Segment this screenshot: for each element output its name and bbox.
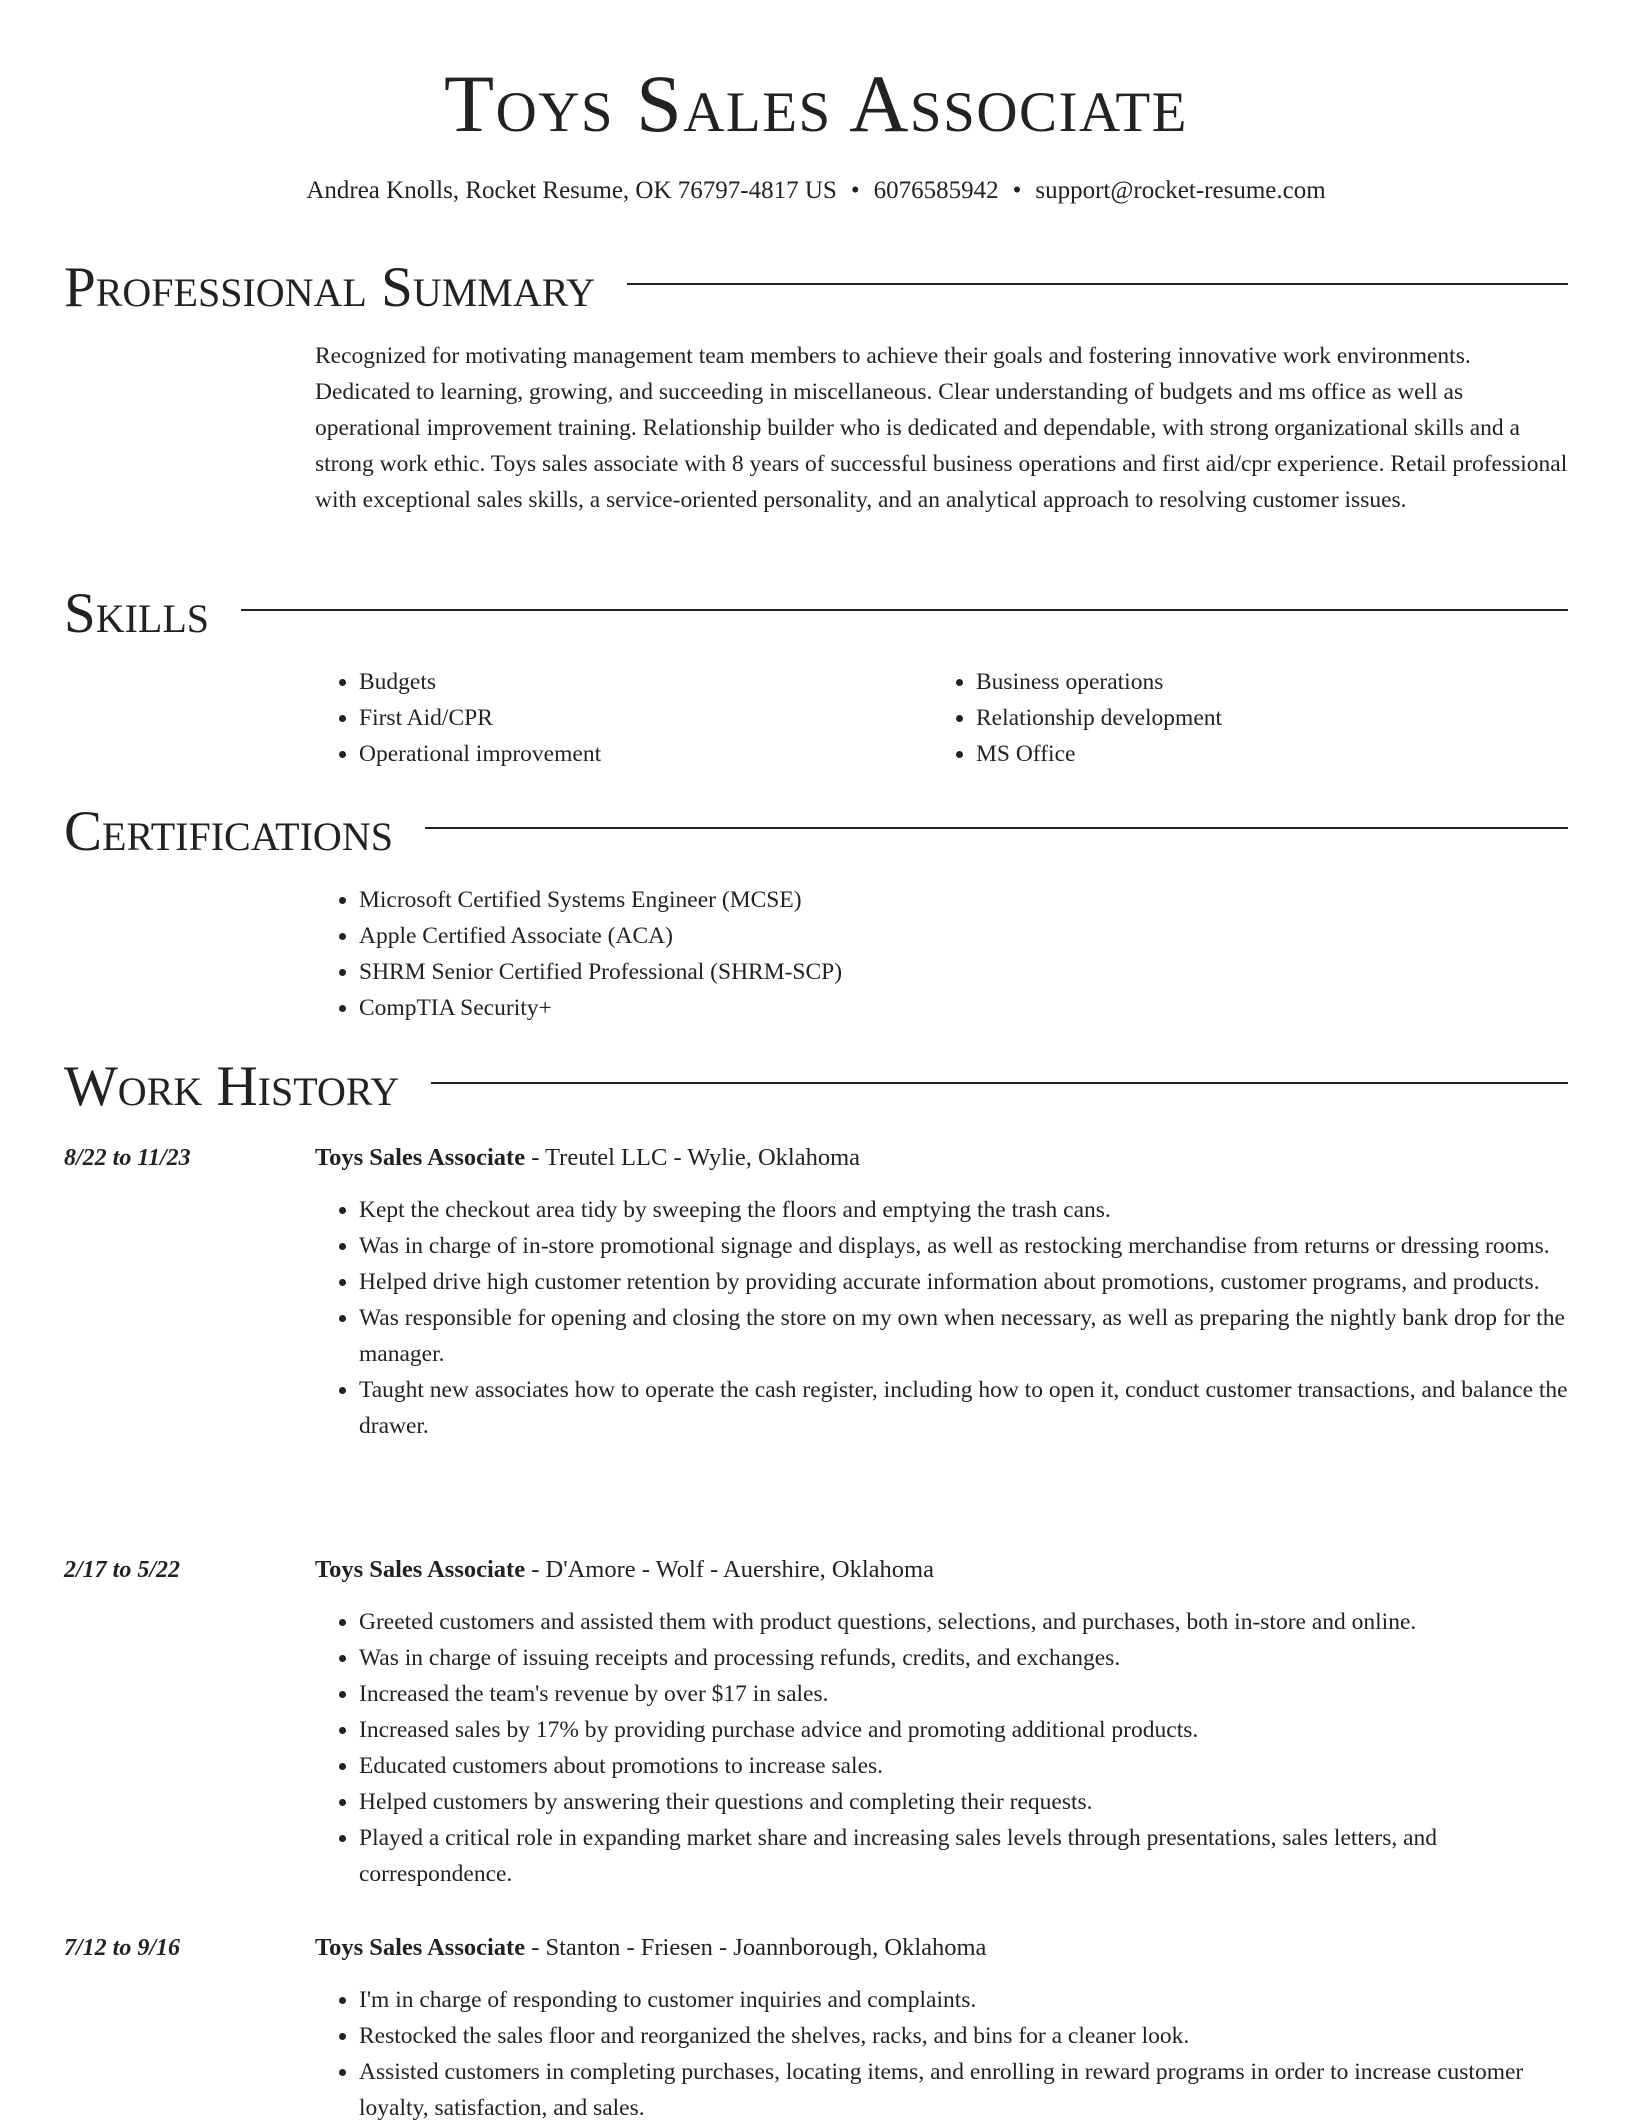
- section-title-summary: Professional Summary: [64, 256, 596, 319]
- job-title: Toys Sales Associate: [315, 1144, 526, 1171]
- section-title-certifications: Certifications: [64, 800, 393, 863]
- contact-phone: 6076585942: [873, 177, 999, 204]
- job-bullet: • Played a critical role in expanding market share and increasing sales levels through presentations, sales letters, and correspondence.: [359, 1820, 1568, 1892]
- section-divider: [425, 827, 1568, 829]
- job-company: - Stanton - Friesen - Joannborough, Oklahoma: [525, 1934, 987, 1961]
- job-bullet: • Kept the checkout area tidy by sweeping the floors and emptying the trash cans.: [359, 1192, 1568, 1228]
- job-dates: 2/17 to 5/22: [64, 1557, 181, 1583]
- skills-list: [315, 664, 1568, 772]
- job-dates: 7/12 to 9/16: [64, 1935, 181, 1961]
- job-bullets: [315, 1982, 1568, 2126]
- section-header-certifications: [64, 800, 1568, 864]
- certification-item: • Apple Certified Associate (ACA): [359, 918, 1568, 954]
- section-header-work-history: [64, 1055, 1568, 1119]
- job-bullet: • Increased sales by 17% by providing purchase advice and promoting additional products.: [359, 1712, 1568, 1748]
- contact-separator: •: [850, 177, 860, 204]
- skill-item: • Business operations: [976, 664, 1549, 700]
- section-header-skills: [64, 582, 1568, 646]
- resume-title: Toys Sales Associate: [444, 58, 1188, 149]
- certifications-list: [315, 882, 1568, 1026]
- certification-item: • SHRM Senior Certified Professional (SHRM-SCP): [359, 954, 1568, 990]
- skills-column-left: [315, 664, 932, 772]
- job-bullet: • Was in charge of in-store promotional signage and displays, as well as restocking merchandise from returns or dressing rooms.: [359, 1228, 1568, 1264]
- job-bullet: • Was in charge of issuing receipts and processing refunds, credits, and exchanges.: [359, 1640, 1568, 1676]
- job-bullet: • I'm in charge of responding to customer inquiries and complaints.: [359, 1982, 1568, 2018]
- job-bullet: • Restocked the sales floor and reorganized the shelves, racks, and bins for a cleaner look.: [359, 2018, 1568, 2054]
- job-title-line: [315, 1140, 860, 1176]
- section-divider: [431, 1082, 1568, 1084]
- job-bullets: [315, 1192, 1568, 1444]
- job-bullet: • Helped drive high customer retention by providing accurate information about promotions, customer programs, and products.: [359, 1264, 1568, 1300]
- certification-item: • Microsoft Certified Systems Engineer (MCSE): [359, 882, 1568, 918]
- section-title-skills: Skills: [64, 582, 210, 645]
- job-company: - Treutel LLC - Wylie, Oklahoma: [525, 1144, 860, 1171]
- skill-item: • Budgets: [359, 664, 932, 700]
- section-header-summary: [64, 256, 1568, 320]
- skill-item: • MS Office: [976, 736, 1549, 772]
- job-bullet: • Was responsible for opening and closing the store on my own when necessary, as well as preparing the nightly bank drop for the manager.: [359, 1300, 1568, 1372]
- professional-summary-text: Recognized for motivating management team members to achieve their goals and fostering innovative work environments. Dedicated to learning, growing, and succeeding in miscellaneous. Clear understanding of budgets and ms office as well as operational improvement training. Relationship builder who is dedicated and dependable, with strong organizational skills and a strong work ethic. Toys sales associate with 8 years of successful business operations and first aid/cpr experience. Retail professional with exceptional sales skills, a service-oriented personality, and an analytical approach to resolving customer issues.: [315, 343, 1568, 513]
- contact-line: [0, 174, 1632, 208]
- section-divider: [241, 609, 1568, 611]
- skill-item: • Relationship development: [976, 700, 1549, 736]
- job-bullet: • Increased the team's revenue by over $17 in sales.: [359, 1676, 1568, 1712]
- skill-item: • Operational improvement: [359, 736, 932, 772]
- skills-column-right: [932, 664, 1549, 772]
- job-bullet: • Greeted customers and assisted them with product questions, selections, and purchases, both in-store and online.: [359, 1604, 1568, 1640]
- contact-separator: •: [1012, 177, 1022, 204]
- job-company: - D'Amore - Wolf - Auershire, Oklahoma: [525, 1556, 934, 1583]
- job-title-line: [315, 1552, 934, 1588]
- job-title: Toys Sales Associate: [315, 1934, 526, 1961]
- job-bullet: • Helped customers by answering their questions and completing their requests.: [359, 1784, 1568, 1820]
- job-title-line: [315, 1930, 986, 1966]
- job-bullet: • Educated customers about promotions to increase sales.: [359, 1748, 1568, 1784]
- contact-email: support@rocket-resume.com: [1035, 177, 1326, 204]
- job-dates: 8/22 to 11/23: [64, 1145, 191, 1171]
- section-title-work-history: Work History: [64, 1055, 400, 1118]
- job-bullet: • Taught new associates how to operate the cash register, including how to open it, conduct customer transactions, and balance the drawer.: [359, 1372, 1568, 1444]
- job-title: Toys Sales Associate: [315, 1556, 526, 1583]
- job-bullet: • Assisted customers in completing purchases, locating items, and enrolling in reward programs in order to increase customer loyalty, satisfaction, and sales.: [359, 2054, 1568, 2126]
- contact-address: Andrea Knolls, Rocket Resume, OK 76797-4817 US: [306, 177, 837, 204]
- skill-item: • First Aid/CPR: [359, 700, 932, 736]
- section-divider: [627, 283, 1568, 285]
- job-bullets: [315, 1604, 1568, 1892]
- certification-item: • CompTIA Security+: [359, 990, 1568, 1026]
